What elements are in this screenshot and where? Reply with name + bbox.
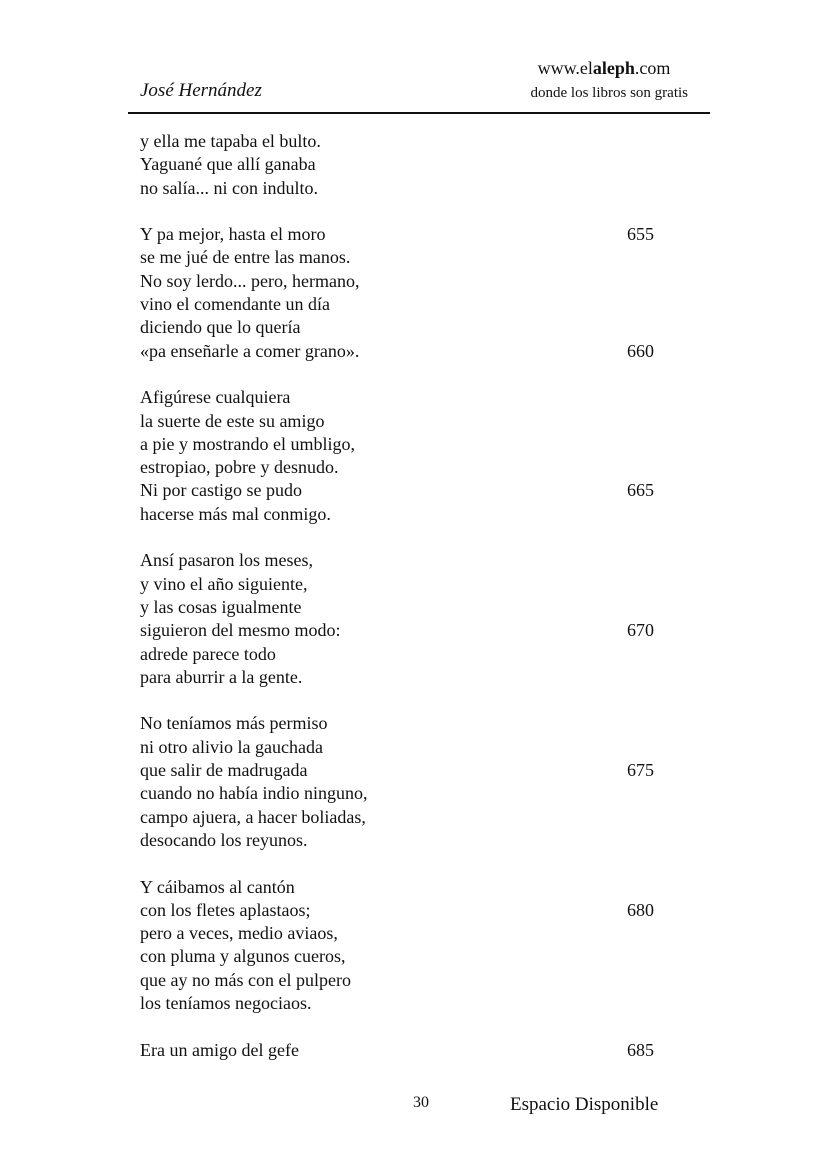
poem-line xyxy=(140,712,680,735)
line-number: 665 xyxy=(627,480,654,501)
poem-line-text: y las cosas igualmente xyxy=(140,596,302,617)
stanza-break xyxy=(140,1015,680,1038)
stanza-break xyxy=(140,200,680,223)
poem-line-text: y vino el año siguiente, xyxy=(140,573,308,594)
poem-line-text: Y pa mejor, hasta el moro xyxy=(140,224,326,245)
poem-line xyxy=(140,643,680,666)
poem-line xyxy=(140,573,680,596)
poem-line-text: con pluma y algunos cueros, xyxy=(140,946,346,967)
poem-line xyxy=(140,829,680,852)
poem-line-text: la suerte de este su amigo xyxy=(140,410,325,431)
footer-note: Espacio Disponible xyxy=(510,1094,659,1115)
poem-body xyxy=(140,130,680,1062)
header-divider xyxy=(128,112,710,114)
poem-line-text: Y cáibamos al cantón xyxy=(140,876,295,897)
poem-line xyxy=(140,503,680,526)
poem-line-text: Ansí pasaron los meses, xyxy=(140,550,313,571)
poem-line xyxy=(140,782,680,805)
poem-line-text: campo ajuera, a hacer boliadas, xyxy=(140,806,366,827)
poem-line-text: Era un amigo del gefe xyxy=(140,1039,299,1060)
poem-line-text: y ella me tapaba el bulto. xyxy=(140,131,321,151)
poem-line xyxy=(140,410,680,433)
poem-line xyxy=(140,806,680,829)
poem-line-text: «pa enseñarle a comer grano». xyxy=(140,340,360,361)
poem-line-text: no salía... ni con indulto. xyxy=(140,177,318,198)
poem-line xyxy=(140,969,680,992)
line-number: 660 xyxy=(627,340,654,361)
poem-line xyxy=(140,666,680,689)
poem-line-text: adrede parece todo xyxy=(140,643,276,664)
poem-line-text: Ni por castigo se pudo xyxy=(140,480,302,501)
line-number: 670 xyxy=(627,620,654,641)
poem-line-text: que salir de madrugada xyxy=(140,760,308,781)
poem-line xyxy=(140,340,680,363)
stanza-break xyxy=(140,852,680,875)
poem-line-text: No soy lerdo... pero, hermano, xyxy=(140,270,360,291)
poem-line xyxy=(140,945,680,968)
poem-line xyxy=(140,736,680,759)
poem-line xyxy=(140,246,680,269)
poem-line xyxy=(140,223,680,246)
poem-line-text: hacerse más mal conmigo. xyxy=(140,503,331,524)
poem-line-text: siguieron del mesmo modo: xyxy=(140,620,341,641)
poem-line xyxy=(140,1039,680,1062)
poem-line-text: que ay no más con el pulpero xyxy=(140,969,351,990)
poem-line xyxy=(140,619,680,642)
poem-line xyxy=(140,293,680,316)
page-number: 30 xyxy=(413,1094,429,1111)
poem-line-text: estropiao, pobre y desnudo. xyxy=(140,457,339,478)
poem-line-text: cuando no había indio ninguno, xyxy=(140,783,368,804)
poem-line-text: diciendo que lo quería xyxy=(140,317,301,338)
stanza-break xyxy=(140,689,680,712)
header-tagline: donde los libros son gratis xyxy=(530,85,688,101)
poem-line-text: se me jué de entre las manos. xyxy=(140,247,351,268)
poem-line-text: para aburrir a la gente. xyxy=(140,666,303,687)
poem-line xyxy=(140,433,680,456)
poem-line xyxy=(140,549,680,572)
poem-line xyxy=(140,759,680,782)
poem-line-text: los teníamos negociaos. xyxy=(140,992,312,1013)
line-number: 675 xyxy=(627,760,654,781)
poem-line xyxy=(140,992,680,1015)
stanza-break xyxy=(140,526,680,549)
poem-line xyxy=(140,130,680,153)
stanza-break xyxy=(140,363,680,386)
site-prefix: www.el xyxy=(537,58,593,78)
poem-line xyxy=(140,386,680,409)
poem-line xyxy=(140,922,680,945)
line-number: 680 xyxy=(627,899,654,920)
header-author: José Hernández xyxy=(140,80,262,101)
poem-line xyxy=(140,876,680,899)
poem-line xyxy=(140,479,680,502)
poem-line xyxy=(140,153,680,176)
poem-line xyxy=(140,270,680,293)
poem-line-text: con los fletes aplastaos; xyxy=(140,899,311,920)
poem-line xyxy=(140,456,680,479)
poem-line xyxy=(140,316,680,339)
poem-line xyxy=(140,899,680,922)
poem-line-text: Yaguané que allí ganaba xyxy=(140,154,316,175)
poem-line-text: ni otro alivio la gauchada xyxy=(140,736,323,757)
poem-line xyxy=(140,596,680,619)
line-number: 685 xyxy=(627,1039,654,1060)
poem-line-text: Afigúrese cualquiera xyxy=(140,387,291,408)
poem-line-text: vino el comendante un día xyxy=(140,294,330,315)
line-number: 655 xyxy=(627,224,654,245)
site-brand: aleph xyxy=(592,58,635,78)
poem-line-text: pero a veces, medio aviaos, xyxy=(140,923,338,944)
poem-line-text: desocando los reyunos. xyxy=(140,829,308,850)
poem-line-text: No teníamos más permiso xyxy=(140,713,328,734)
header-site-link[interactable] xyxy=(504,58,704,79)
site-suffix: .com xyxy=(634,58,671,78)
poem-line xyxy=(140,177,680,200)
poem-line-text: a pie y mostrando el umbligo, xyxy=(140,433,355,454)
